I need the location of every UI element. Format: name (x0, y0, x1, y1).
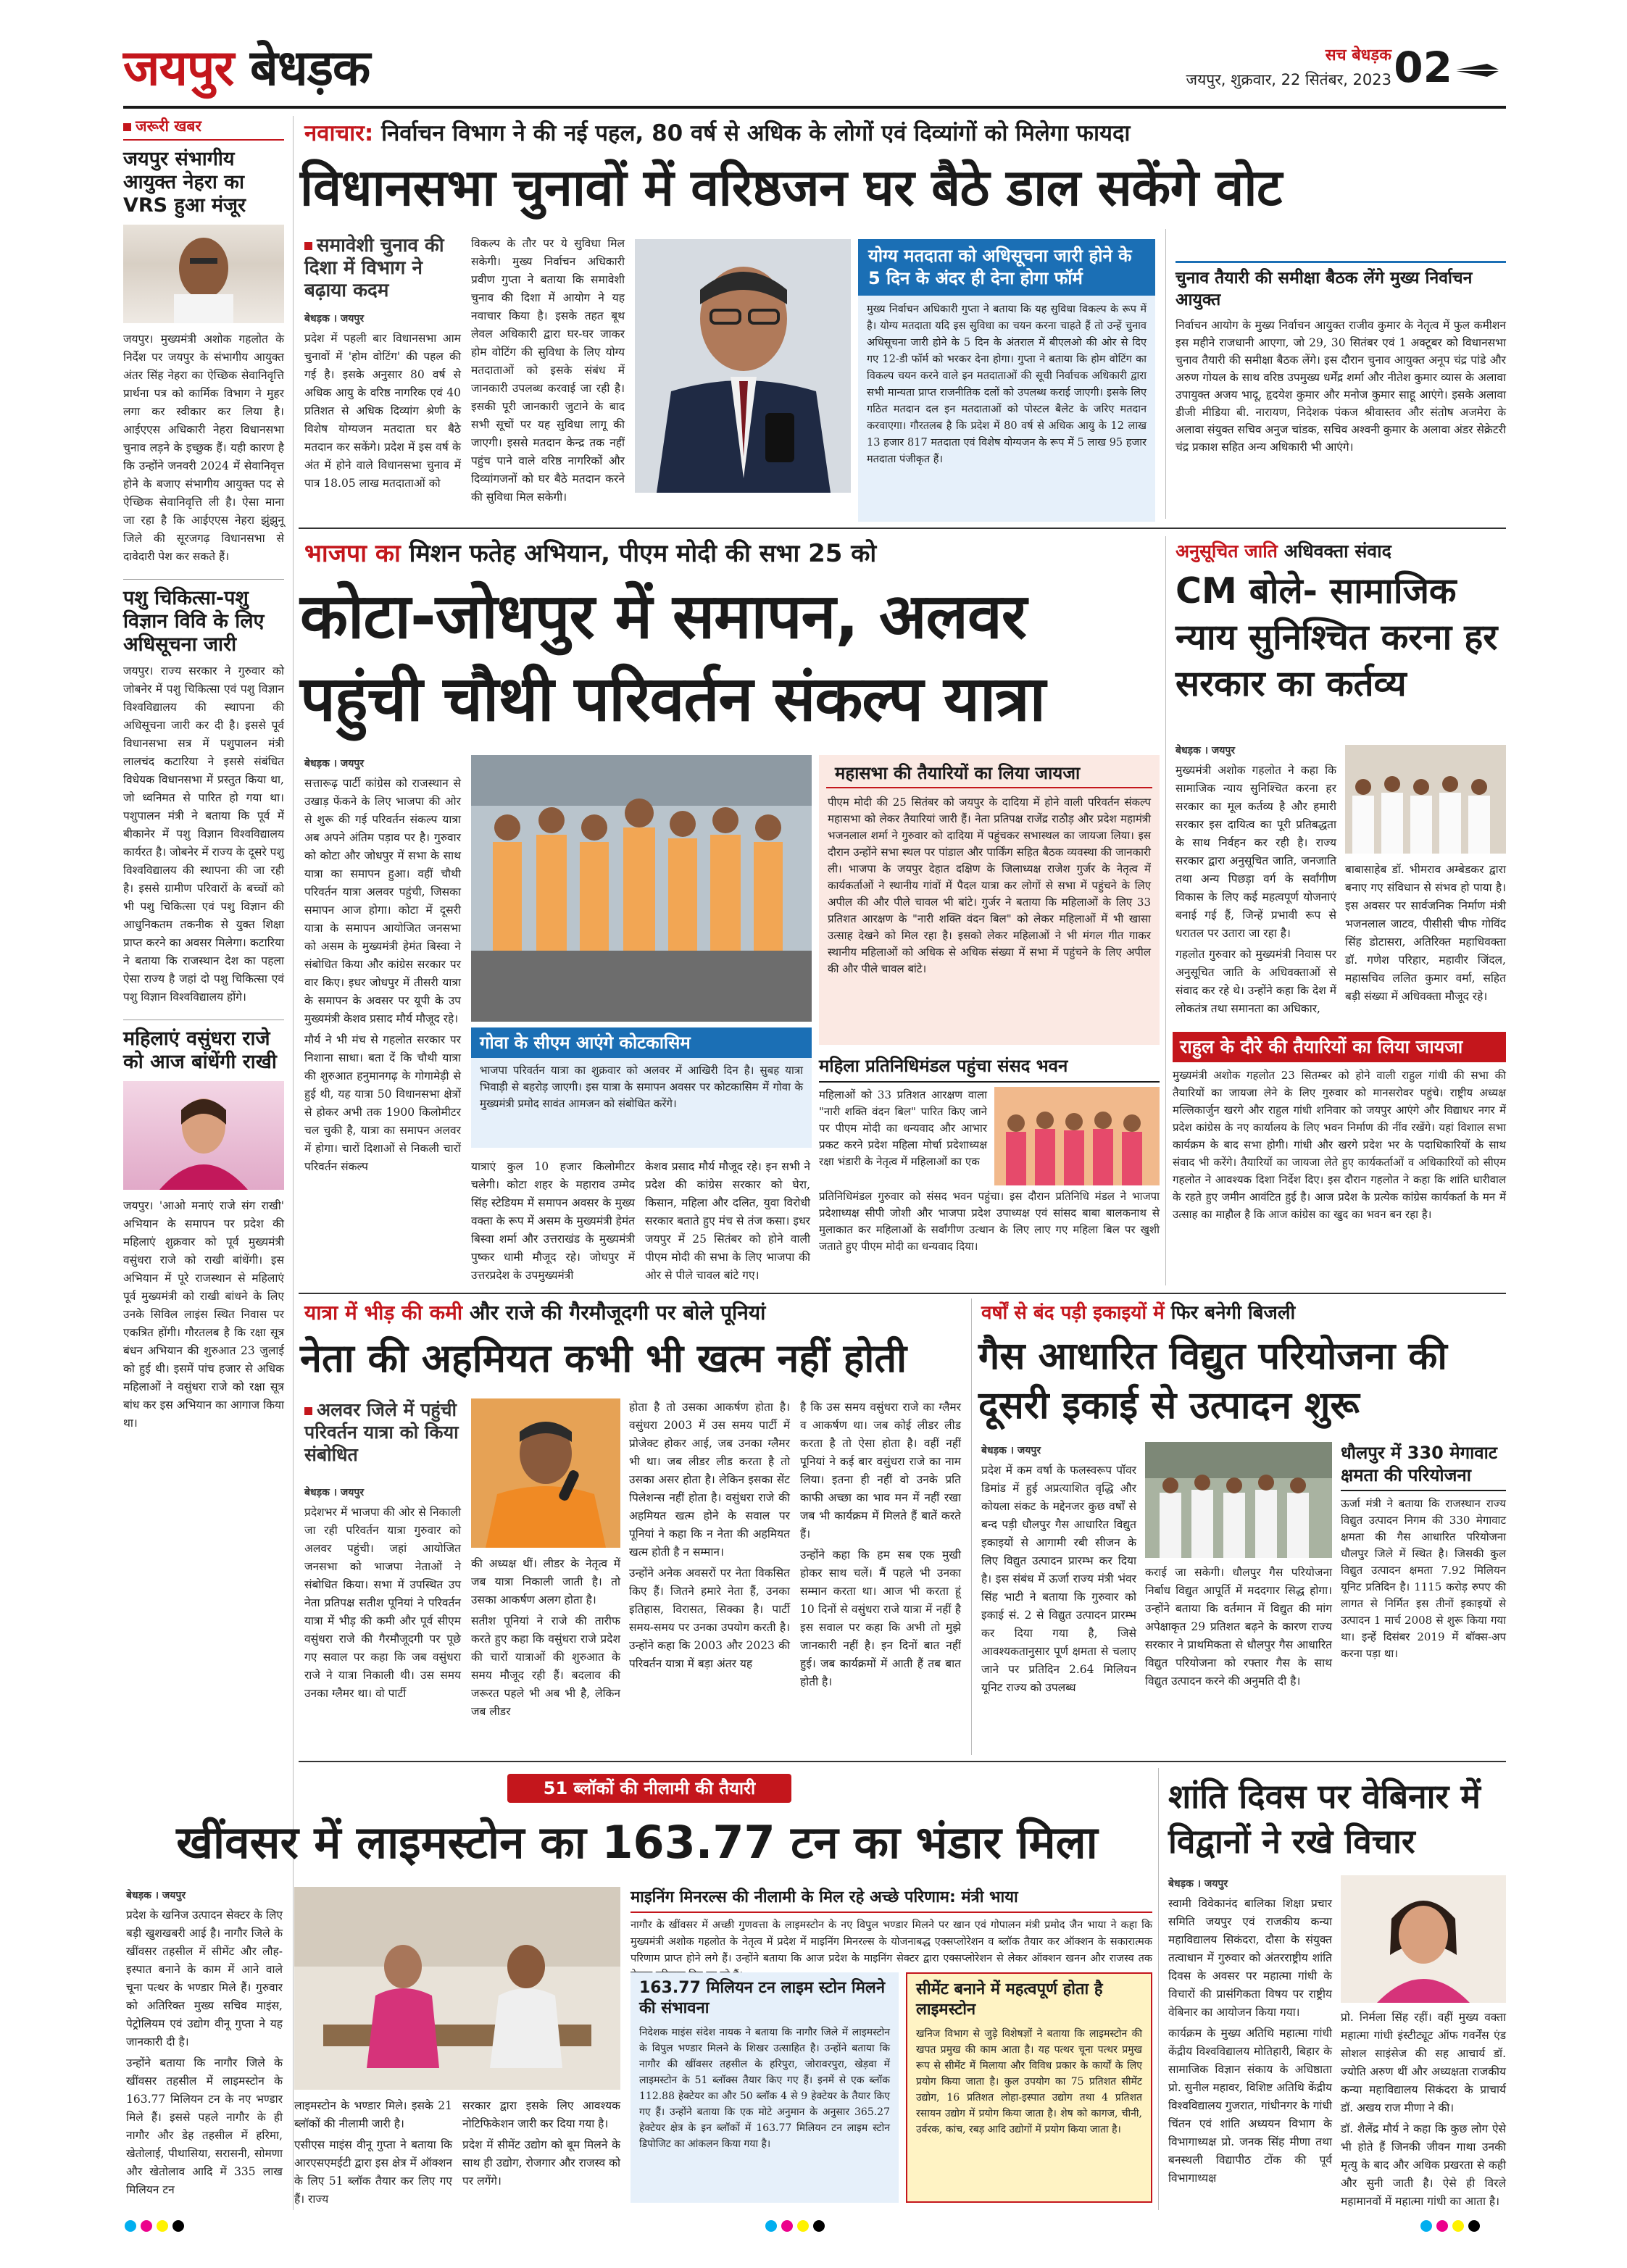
story9-body-top: बेधड़क । जयपुर स्वामी विवेकानंद बालिका शिक्षा प्रचार समिति जयपुर एवं राजकीय कन्या महाविद्यालय सिकंदरा, दौसा के संयुक्त तत्वाधान में गुरुवार को अंतरराष्ट्रीय शांति दिवस के अवसर पर महात्मा गांधी के विचारों की प्रासंगिकता विषय पर राष्ट्रीय वेबिनार का आयोजन किया गया। कार्यक्रम के मुख्य अतिथि महात्मा गांधी केंद्रीय विश्वविद्यालय मोतिहारी, बिहार के सामाजिक विज्ञान संकाय के अधिष्ठाता प्रो. सुनील महावर, विशिष्ट अतिथि केंद्रीय विश्वविद्यालय गुजरात, गांधीनगर के गांधी चिंतन एवं शांति अध्ययन विभाग के विभागाध्यक्ष प्रो. जनक सिंह मीणा तथा बनस्थली विद्यापीठ टोंक की पूर्व विभागाध्यक्ष (1168, 1878, 1332, 2185)
story8-box1-body: नागौर के खींवसर में अच्छी गुणवत्ता के लाइमस्टोन के नए विपुल भण्डार मिलने पर खान एवं गोपालन मंत्री प्रमोद जैन भाया ने कहा कि मुख्यमंत्री अशोक गहलोत के नेतृत्व में प्रदेश में माइनिंग मिनरल्स के योजनाबद्ध एक्सप्लोरेशन व ब्लॉक तैयार कर ऑक्शन के सकारात्मक परिणाम प्राप्त होने लगे हैं। उन्होंने बताया कि आज प्रदेश के माइनिंग सेक्टर द्वारा एक्सप्लोरेशन से लेकर ऑक्शन खनन और राजस्व तक (631, 1919, 1152, 1964)
story3-box3-body-a: महिलाओं को 33 प्रतिशत आरक्षण वाला "नारी शक्ति वंदन बिल" पारित किए जाने पर पीएम मोदी का धन्यवाद और आभार प्रकट करने प्रदेश महिला मोर्चा प्रदेशाध्यक्ष रक्षा भंडारी के नेतृत्व में महिलाओं का एक (819, 1088, 987, 1168)
story3-box2-body: भाजपा परिवर्तन यात्रा का शुक्रवार को अलवर में आखिरी दिन है। सुबह यात्रा भिवाड़ी से बहरोड़ जाएगी। इस यात्रा के समापन अवसर पर कोटकासिम में गोवा के मुख्यमंत्री प्रमोद सावंत आमजन को संबोधित करेंगे। (480, 1064, 803, 1110)
story3-col1: बेधड़क । जयपुर सत्तारूढ़ पार्टी कांग्रेस को राजस्थान से उखाड़ फेंकने के लिए भाजपा की ओर से शुरू की गई परिवर्तन संकल्प यात्रा अब अपने अंतिम पड़ाव पर है। गुरुवार को कोटा और जोधपुर में सभा के साथ यात्रा का समापन हुआ। वहीं चौथी परिवर्तन यात्रा अलवर पहुंची, जिसका समापन आज होगा। कोटा में दूसरी यात्रा के समापन आयोजित जनसभा को असम के मुख्यमंत्री हेमंत बिस्वा ने संबोधित किया और कांग्रेस सरकार पर वार किए। इधर जोधपुर में तीसरी यात्रा के समापन के अवसर पर यूपी के उप मुख्यमंत्री केशव प्रसाद मौर्य मौजूद रहे। मौर्य ने भी मंच से गहलोत सरकार पर निशाना साधा। बता दें कि चौथी यात्रा की शुरुआत हनुमानगढ़ के गोगामेड़ी से हुई थी, यह यात्रा 50 विधानसभा क्षेत्रों से होकर अभी तक 1900 किलोमीटर चल चुकी है, यात्रा का समापन अलवर में होगा। चारों दिशाओं से निकली चारों परिवर्तन संकल्प (304, 755, 461, 1177)
portrait-icon (1341, 1875, 1506, 2003)
story3-kicker-text: मिशन फतेह अभियान, पीएम मोदी की सभा 25 को (409, 539, 877, 568)
story6-col4: है कि उस समय वसुंधरा राजे का ग्लैमर व आकर्षण था। जब कोई लीडर लीड करता है तो ऐसा होता है। वहीं नहीं पूनियां ने कई बार वसुंधरा राजे का नाम लिया। इतना ही नहीं वो उनके प्रति काफी अच्छा का भाव मन में नहीं रखा जब भी कार्यक्रम में मिलते हैं बातें करते हैं। उन्होंने कहा कि हम सब एक मुखी होकर साथ चलें। मैं पहले भी उनका सम्मान करता था। आज भी करता हूं 10 दिनों से वसुंधरा राजे यात्रा में नहीं है इस सवाल पर कहा कि अभी तो मुझे जानकारी नहीं है। इन दिनों बात नहीं हुई। जब कार्यक्रमों में आती हैं तब बात होती है। (800, 1401, 961, 1688)
story8-box2-headline: 163.77 मिलियन टन लाइम स्टोन मिलने की संभावना (639, 1979, 886, 2017)
story1-kicker (304, 119, 1507, 148)
meeting-audience-icon (1345, 745, 1506, 854)
sidebar-story2-headline: पशु चिकित्सा-पशु विज्ञान विवि के लिए अधिसूचना जारी (123, 579, 284, 656)
sidebar-story3-body: जयपुर। 'आओ मनाएं राजे संग राखी' अभियान के समापन पर प्रदेश की महिलाएं शुक्रवार को पूर्व मुख्यमंत्री वसुंधरा राजे को राखी बांधेंगी। इस अभियान में पूरे राजस्थान से महिलाएं पूर्व मुख्यमंत्री को राखी बांधने के लिए उनके सिविल लाइंस स्थित निवास पर एकत्रित होंगी। गौरतलब है कि रक्षा सूत्र बंधन अभियान की शुरुआत 23 जुलाई को हुई थी। इसमें पांच हजार से अधिक महिलाओं ने वसुंधरा राजे को रक्षा सूत्र बांध कर इस अभियान का आगाज किया था। (123, 1199, 284, 1430)
story1-kicker-text: निर्वाचन विभाग ने की नई पहल, 80 वर्ष से अधिक के लोगों एवं दिव्यांगों को मिलेगा फायदा (381, 120, 1131, 146)
story7-sidebox-headline: धौलपुर में 330 मेगावाट क्षमता की परियोजना (1341, 1442, 1506, 1491)
story7-headline: गैस आधारित विद्युत परियोजना की दूसरी इकाई से उत्पादन शुरू (978, 1335, 1447, 1427)
story3-box3 (819, 1052, 1160, 1285)
masthead-title-black: बेधड़क (250, 40, 370, 97)
story3-box2 (471, 1027, 812, 1148)
story1-col1: बेधड़क । जयपुर प्रदेश में पहली बार विधानसभा आम चुनावों में 'होम वोटिंग' की पहल की गई है। इसके अनुसार 80 वर्ष से अधिक आयु के वरिष्ठ नागरिक एवं 40 प्रतिशत से अधिक दिव्यांग श्रेणी के विशेष योग्यजन मतदाता घर बैठे मतदान कर सकेंगे। प्रदेश में इस वर्ष के अंत में होने वाले विधानसभा चुनाव में पात्र 18.05 लाख मतदाताओं को (304, 310, 461, 493)
story8-box3 (906, 1972, 1152, 2203)
subhead-bullet-icon (304, 1407, 312, 1415)
story3-col3: केशव प्रसाद मौर्य मौजूद रहे। इन सभी ने प्रदेश की कांग्रेस सरकार को घेरा, किसान, महिला और दलित, युवा विरोधी सरकार बताते हुए मंच से तंज कसा। इधर जयपुर में 25 सितंबर को होने वाली पीएम मोदी की सभा के लिए भाजपा की ओर से पीले चावल बांटे गए। (645, 1160, 810, 1282)
story9-body-right: प्रो. निर्मला सिंह रहीं। वहीं मुख्य वक्ता महात्मा गांधी इंस्टीट्यूट ऑफ गवर्नेंस एंड सोशल साइंसेज की सह आचार्य डॉ. ज्योति अरुण थीं और अध्यक्षता राजकीय कन्या महाविद्यालय सिकंदरा के प्राचार्य डॉ. अखय राज मीणा ने की। डॉ. शैलेंद्र मौर्य ने कहा कि कुछ लोग ऐसे भी होते हैं जिनकी जीवन गाथा उनकी मृत्यु के बाद और अधिक प्रखरता से कही और सुनी जाती है। ऐसे ही विरले महामानवों में महात्मा गांधी का आता है। (1341, 2011, 1506, 2208)
story4 (1175, 539, 1506, 1015)
story7-sidebox-body: ऊर्जा मंत्री ने बताया कि राजस्थान राज्य विद्युत उत्पादन निगम की 330 मेगावाट क्षमता की गैस आधारित परियोजना धौलपुर जिले में स्थित है। जिसकी कुल विद्युत उत्पादन क्षमता 7.92 मिलियन यूनिट प्रतिदिन है। 1115 करोड़ रुपए की लागत से निर्मित इस तीनों इकाइयों से उत्पादन 1 मार्च 2008 से शुरू किया गया था। इन्हें दिसंबर 2019 में बॉक्स-अप करना पड़ा था। (1341, 1497, 1506, 1660)
story3-box1 (819, 755, 1160, 1045)
masthead-rule (123, 106, 1506, 109)
story7-sidebox (1341, 1442, 1506, 1662)
story4-kicker: अनुसूचित जाति अधिवक्ता संवाद (1175, 541, 1391, 562)
registration-marks-right (1420, 2220, 1484, 2235)
sidebar-story3-photo (123, 1081, 284, 1190)
story7-photo (1145, 1442, 1332, 1558)
story1-kicker-red: नवाचार: (304, 120, 374, 146)
story3-box3-photo (994, 1087, 1160, 1185)
story3-divider (1165, 536, 1166, 1285)
section-rule-2 (299, 1293, 1506, 1294)
sidebar-story1-body: जयपुर। मुख्यमंत्री अशोक गहलोत के निर्देश पर जयपुर के संभागीय आयुक्त अंतर सिंह नेहरा का ऐच्छिक सेवानिवृत्ति प्रार्थना पत्र को कार्मिक विभाग ने मुहर लगा कर स्वीकार कर लिया है। आईएएस अधिकारी नेहरा विधानसभा चुनाव लड़ने के इच्छुक हैं। यही कारण है कि उन्होंने जनवरी 2024 में सेवानिवृत्त होने के बजाए संभागीय आयुक्त पद से ऐच्छिक सेवानिवृत्ति ली है। ऐसा माना जा रहा है कि आईएएस नेहरा झुंझुनू जिले की सूरजगढ़ विधानसभा से दावेदारी पेश कर सकते हैं। (123, 333, 284, 563)
story8-col2: लाइमस्टोन के भण्डार मिले। इसके 21 ब्लॉकों की नीलामी जारी है। एसीएस माइंस वीनू गुप्ता ने बताया कि आरएसएमईटी द्वारा इस क्षेत्र में ऑक्शन के लिए 51 ब्लॉक तैयार कर लिए गए हैं। राज्य (294, 2099, 452, 2206)
story3-kicker-red: भाजपा का (304, 539, 401, 568)
story6-col3: होता है तो उसका आकर्षण होता है। वसुंधरा 2003 में उस समय पार्टी में प्रोजेक्ट होकर आई, जब उनका ग्लैमर भी था। जब लीडर लीड करता है तो उसका असर होता है। लेकिन इसका सेंट पिलेशन्स नहीं होता है। वसुंधरा राजे की अहमियत खत्म होने के सवाल पर पूनियां ने कहा कि न नेता की अहमियत खत्म होती है न सम्मान। उन्होंने अनेक अवसरों पर नेता विकसित किए हैं। जितने हमारे नेता हैं, उनका इतिहास, विरासत, सिक्का है। पार्टी समय-समय पर उनका उपयोग करती है। उन्होंने कहा कि 2003 और 2023 की परिवर्तन यात्रा में बड़ा अंतर यह (629, 1401, 790, 1670)
masthead-dateline: जयपुर, शुक्रवार, 22 सितंबर, 2023 (1186, 71, 1391, 88)
story9-photo (1341, 1875, 1506, 2003)
story5 (1173, 1032, 1506, 1223)
story8-banner: 51 ब्लॉकों की नीलामी की तैयारी (507, 1774, 791, 1803)
story7-kicker: वर्षों से बंद पड़ी इकाइयों में फिर बनेगी बिजली (981, 1302, 1296, 1324)
story8-headline: खींवसर में लाइमस्टोन का 163.77 टन का भंडार मिला (176, 1816, 1098, 1869)
story1-divider (1165, 229, 1166, 519)
registration-magenta-dot (1436, 2220, 1448, 2232)
story8-col1: बेधड़क । जयपुर प्रदेश के खनिज उत्पादन सेक्टर के लिए बड़ी खुशखबरी आई है। नागौर जिले के खींवसर तहसील में सीमेंट और लौह-इस्पात बनाने के काम में आने वाले चूना पत्थर के भण्डार मिले हैं। गुरुवार को अतिरिक्त मुख्य सचिव माइंस, पेट्रोलियम एवं उद्योग वीनू गुप्ता ने यह जानकारी दी है। उन्होंने बताया कि नागौर जिले के खींवसर तहसील में लाइमस्टोन के 163.77 मिलियन टन के नए भण्डार मिले हैं। इससे पहले नागौर के ही नागौर और डेह तहसील में हरिमा, खेतोलाई, पीथासिया, सरासनी, सोमणा और खेतोलाव आदि में 335 लाख मिलियन टन (126, 1890, 283, 2196)
story1-col2: विकल्प के तौर पर ये सुविधा मिल सकेगी। मुख्य निर्वाचन अधिकारी प्रवीण गुप्ता ने बताया कि समावेशी चुनाव की दिशा में आयोग ने यह नवाचार किया है। इसके तहत बूथ लेवल अधिकारी द्वारा घर-घर जाकर होम वोटिंग की सुविधा के लिए योग्य मतदाताओं को इसके संबंध में जानकारी उपलब्ध करवाई जा रही है। इसकी पूरी जानकारी जुटाने के बाद सभी सूचों पर यह सुविधा लागू की जाएगी। इससे मतदान केन्द्र तक नहीं पहुंच पाने वाले वरिष्ठ नागरिकों और दिव्यांगजनों को घर बैठे मतदान करने की सुविधा मिल सकेगी। (471, 237, 625, 504)
story6-headline: नेता की अहमियत कभी भी खत्म नहीं होती (300, 1335, 907, 1381)
subhead-bullet-icon (304, 242, 312, 250)
story7-col1: बेधड़क । जयपुर प्रदेश में कम वर्षा के फलस्वरूप पॉवर डिमांड में हुई अप्रत्याशित वृद्धि और कोयला संकट के मद्देनजर कुछ वर्षों से बन्द पड़ी धौलपुर गैस आधारित विद्युत इकाइयों से आगामी रबी सीजन के लिए विद्युत उत्पादन प्रारम्भ कर दिया है। इस संबंध में ऊर्जा राज्य मंत्री भंवर सिंह भाटी ने बताया कि गुरुवार को इकाई सं. 2 से विद्युत उत्पादन प्रारम्भ कर दिया गया है, जिसे आवश्यकतानुसार पूर्ण क्षमता से चलाए जाने पर प्रतिदिन 2.64 मिलियन यूनिट राज्य को उपलब्ध (981, 1445, 1136, 1694)
sidebar-header: जरूरी खबर (123, 116, 284, 141)
story3-col2: यात्राएं कुल 10 हजार किलोमीटर चलेगी। कोटा शहर के महाराव उम्मेद सिंह स्टेडियम में समापन अवसर के मुख्य वक्ता के रूप में असम के मुख्यमंत्री हेमंत बिस्वा शर्मा और उत्तराखंड के मुख्यमंत्री पुष्कर धामी मौजूद रहे। जोधपुर में उत्तरप्रदेश के उपमुख्यमंत्री (471, 1160, 635, 1282)
story5-body: मुख्यमंत्री अशोक गहलोत 23 सितम्बर को होने वाली राहुल गांधी की सभा की तैयारियों का जायजा लेने के लिए गुरुवार को मानसरोवर पहुंचे। राष्ट्रीय अध्यक्ष मल्लिकार्जुन खरगे और राहुल गांधी शनिवार को जयपुर आएंगे और विद्याधर नगर में प्रदेश कांग्रेस के नए कार्यालय के लिए भवन निर्माण की नींव रखेंगे। यहां विशाल सभा कार्यक्रम के बाद सभा होगी। गांधी और खरगे प्रदेश भर के पदाधिकारियों के साथ संवाद भी करेंगे। तैयारियों का जायजा लेते हुए कार्यकर्ताओं व अधिकारियों को सीएम गहलोत ने आवश्यक दिशा निर्देश दिए। इस दौरान गहलोत ने कहा कि शांति धारीवाल के रहते हुए जमीन आवंटित हुई है। आज प्रदेश के प्रत्येक कांग्रेस कार्यकर्ता के मन में उत्साह का माहौल है कि आज कांग्रेस का खुद का भवन बन रहा है। (1173, 1069, 1506, 1221)
page-number: 02 (1394, 43, 1452, 92)
story1-headline: विधानसभा चुनावों में वरिष्ठजन घर बैठे डाल सकेंगे वोट (300, 158, 1282, 217)
registration-black-dot (172, 2220, 184, 2232)
story4-headline: CM बोले- सामाजिक न्याय सुनिश्चित करना हर सरकार का कर्तव्य (1175, 570, 1498, 704)
story7-col2: कराई जा सकेगी। धौलपुर गैस परियोजना निर्बाध विद्युत आपूर्ति में मददगार सिद्ध होगा। उन्होंने बताया कि वर्तमान में विद्युत की मांग अपेक्षाकृत 29 प्रतिशत बढ़ने के कारण राज्य सरकार ने प्राथमिकता से धौलपुर गैस आधारित विद्युत परियोजना को रफ्तार गैस के साथ विद्युत उत्पादन करने की अनुमति दी है। (1145, 1566, 1332, 1688)
story3-box3-body-b: प्रतिनिधिमंडल गुरुवार को संसद भवन पहुंचा। इस दौरान प्रतिनिधि मंडल ने भाजपा प्रदेशाध्यक्ष सीपी जोशी और भाजपा प्रदेश उपाध्यक्ष एवं सांसद बाबा बालकनाथ से मुलाकात कर महिलाओं के सर्वांगीण उत्थान के लिए लाए गए महिला बिल पर खुशी जताते हुए पीएम मोदी का धन्यवाद दिया। (819, 1190, 1160, 1253)
registration-black-dot (813, 2220, 825, 2232)
sidebar-story1-headline: जयपुर संभागीय आयुक्त नेहरा का VRS हुआ मंजूर (123, 148, 246, 217)
official-with-phone-icon (635, 239, 851, 493)
story2 (1175, 261, 1506, 456)
registration-cyan-dot (125, 2220, 136, 2232)
story9-headline: शांति दिवस पर वेबिनार में विद्वानों ने रखे विचार (1168, 1777, 1481, 1861)
registration-magenta-dot (141, 2220, 152, 2232)
story1-box (858, 239, 1155, 522)
registration-yellow-dot (1452, 2220, 1464, 2232)
sidebar-bullet-icon (123, 123, 131, 131)
portrait-icon (123, 1081, 284, 1190)
delegation-group-icon (994, 1087, 1160, 1185)
story1-byline: बेधड़क । जयपुर (304, 313, 365, 325)
story1-photo (635, 239, 851, 493)
power-plant-visit-icon (1145, 1442, 1332, 1558)
sidebar-story1-photo (123, 225, 284, 323)
story1-box-body: मुख्य निर्वाचन अधिकारी गुप्ता ने बताया कि यह सुविधा विकल्प के रूप में है। योग्य मतदाता यदि इस सुविधा का चयन करना चाहते हैं तो उन्हें चुनाव अधिसूचना जारी होने के 5 दिन के अंतराल में बीएलओ की ओर से दिए गए 12-डी फॉर्म को भरकर देना होगा। गुप्ता ने बताया कि होम वोटिंग का विकल्प चयन करने वाले इन मतदाताओं की सूची निर्वाचक अधिकारी द्वारा सभी मान्यता प्राप्त राजनीतिक दलों को उपलब्ध कराई जाएगी। इसके लिए गठित मतदान दल इन मतदाताओं को पोस्टल बैलेट के जरिए मतदान करवाएगा। गौरतलब है कि प्रदेश में 80 वर्ष से अधिक आयु के 12 लाख 13 हजार 817 मतदाता एवं विशेष योग्यजन के रूप में 5 लाख 95 हजार मतदाता पंजीकृत हैं। (867, 304, 1147, 465)
sidebar-story3-headline: महिलाएं वसुंधरा राजे को आज बांधेंगी राखी (123, 1020, 284, 1074)
story8-col3: सरकार द्वारा इसके लिए आवश्यक नोटिफिकेशन जारी कर दिया गया है। प्रदेश में सीमेंट उद्योग को बूम मिलने के साथ ही उद्योग, रोजगार और राजस्व को पर लगेंगे। (462, 2099, 620, 2188)
speaker-with-mic-icon (471, 1398, 620, 1548)
registration-yellow-dot (157, 2220, 168, 2232)
yatra-crowd-icon (471, 755, 812, 1022)
story3-headline-line2: पहुंची चौथी परिवर्तन संकल्प यात्रा (300, 663, 1045, 735)
portrait-icon (123, 225, 284, 323)
story3-byline: बेधड़क । जयपुर (304, 758, 365, 770)
story6-subhead: अलवर जिले में पहुंची परिवर्तन यात्रा को किया संबोधित (304, 1399, 459, 1465)
meeting-room-icon (294, 1887, 620, 2090)
story8-box2-body: निदेशक माइंस संदेश नायक ने बताया कि नागौर जिले में लाइमस्टोन के विपुल भण्डार मिलने के शिखर उत्साहित है। उन्होंने बताया कि नागौर की खींवसर तहसील के हरिपुरा, जोरावरपुरा, खेड़वा में लाइमस्टोन के 51 ब्लॉक्स तैयार किए गए हैं। इनमें से एक ब्लॉक 112.88 हेक्टेयर का और 50 ब्लॉक 4 से 9 हेक्टेयर के तैयार किए गए हैं। उन्होंने बताया कि एक मोटे अनुमान के अनुसार 365.27 हेक्टेयर क्षेत्र के इन ब्लॉकों में 163.77 मिलियन टन लाइम स्टोन डिपोजिट का आंकलन किया गया है। (639, 2027, 890, 2150)
registration-yellow-dot (797, 2220, 809, 2232)
masthead-title-red: जयपुर (123, 40, 234, 97)
story6-divider (971, 1298, 972, 1755)
registration-black-dot (1468, 2220, 1480, 2232)
story3-box2-headline: गोवा के सीएम आएंगे कोटकासिम (471, 1027, 812, 1058)
story8-divider (1158, 1768, 1159, 2210)
story8-box2 (631, 1972, 899, 2203)
story3-headline-line1: कोटा-जोधपुर में समापन, अलवर (300, 580, 1026, 653)
story4-body-right: बाबासाहेब डॉ. भीमराव अम्बेडकर द्वारा बनाए गए संविधान से संभव हो पाया है। इस अवसर पर सार्वजनिक निर्माण मंत्री भजनलाल जाटव, पीसीसी चीफ गोविंद सिंह डोटासरा, अतिरिक्त महाधिवक्ता डॉ. गणेश परिहार, महावीर जिंदल, महासचिव ललित कुमार वर्मा, सहित बड़ी संख्या में अधिवक्ता मौजूद रहे। (1345, 863, 1506, 1003)
story3-box3-headline: महिला प्रतिनिधिमंडल पहुंचा संसद भवन (819, 1052, 1160, 1083)
masthead-brand: सच बेधड़क (1325, 46, 1391, 64)
story2-headline: चुनाव तैयारी की समीक्षा बैठक लेंगे मुख्य निर्वाचन आयुक्त (1175, 261, 1506, 311)
story8-box3-body: खनिज विभाग से जुड़े विशेषज्ञों ने बताया कि लाइमस्टोन की खपत प्रमुख की काम आता है। यह पत्थर चूना पत्थर प्रमुख रूप से सीमेंट में मिलाया और विविध प्रकार के कार्यों के लिए प्रयोग किया जाता है। कुल उपयोग का 75 प्रतिशत सीमेंट उद्योग, 16 प्रतिशत लोहा-इस्पात उद्योग तथा 4 प्रतिशत रसायन उद्योग में प्रयोग किया जाता है। शेष को कागज, चीनी, उर्वरक, कांच, रबड़ आदि उद्योगों में प्रयोग किया जाता है। (916, 2028, 1142, 2135)
story3-photo (471, 755, 812, 1022)
registration-cyan-dot (1420, 2220, 1432, 2232)
masthead-title (123, 41, 370, 97)
registration-marks-center (765, 2220, 829, 2235)
story3-kicker (304, 536, 1138, 571)
story3-box1-body: पीएम मोदी की 25 सितंबर को जयपुर के दादिया में होने वाली परिवर्तन संकल्प महासभा को लेकर तैयारियां जारी हैं। नेता प्रतिपक्ष राजेंद्र राठौड़ और प्रदेश महामंत्री भजनलाल शर्मा ने गुरुवार को दादिया में पहुंचकर सभास्थल का जायजा लिया। इस दौरान उन्होंने सभा स्थल पर पांडाल और पार्किंग सहित बैठक व्यवस्था की जानकारी ली। भाजपा के जयपुर देहात दक्षिण के जिलाध्यक्ष राजेश गुर्जर के नेतृत्व में कार्यकर्ताओं ने स्थानीय गांवों में पैदल यात्रा कर लोगों से सभा में पहुंचने के लिए अपील की और पीले चावल भी बांटे। गुर्जर ने बताया कि महिलाओं के लिए 33 प्रतिशत आरक्षण के "नारी शक्ति वंदन बिल" को लेकर महिलाओं में भी खासा उत्साह देखने को मिल रहा है। इसको लेकर महिलाओं ने भी मंगल गीत गाकर स्थानीय महिलाओं को अधिक से अधिक संख्या में सभा में पहुंचने के लिए अपील की और पीले चावल बांटे। (828, 796, 1151, 975)
story6-col1: बेधड़क । जयपुर प्रदेशभर में भाजपा की ओर से निकाली जा रही परिवर्तन यात्रा गुरुवार को अलवर पहुंची। जहां आयोजित जनसभा को भाजपा नेताओं ने संबोधित किया। सभा में उपस्थित उप नेता प्रतिपक्ष सतीश पूनियां ने परिवर्तन यात्रा में भीड़ की कमी और पूर्व सीएम वसुंधरा राजे की गैरमौजूदगी पर पूछे गए सवाल पर कहा कि जब वसुंधरा राजे ने यात्रा निकाली थी। उस समय उनका ग्लैमर था। वो पार्टी (304, 1487, 461, 1700)
story4-body: बेधड़क । जयपुर मुख्यमंत्री अशोक गहलोत ने कहा कि सामाजिक न्याय सुनिश्चित करना हर सरकार का मूल कर्तव्य है और हमारी सरकार इस दायित्व का पूरी प्रतिबद्धता के साथ निर्वहन कर रही है। राज्य सरकार द्वारा अनुसूचित जाति, जनजाति तथा अन्य पिछड़ा वर्ग के सर्वांगीण विकास के लिए कई महत्वपूर्ण योजनाएं बनाई गई हैं, जिन्हें प्रभावी रूप से धरातल पर उतारा जा रहा है। गहलोत गुरुवार को मुख्यमंत्री निवास पर अनुसूचित जाति के अधिवक्ताओं से संवाद कर रहे थे। उन्होंने कहा कि देश में लोकतंत्र तथा समानता का अधिकार, (1175, 745, 1336, 1015)
story6-photo (471, 1398, 620, 1548)
story8-box1 (631, 1887, 1152, 1984)
pen-nib-icon (1452, 59, 1500, 81)
story3-box1-headline: महासभा की तैयारियों का लिया जायजा (826, 755, 1152, 788)
story8-photo (294, 1887, 620, 2090)
story8-box1-headline: माइनिंग मिनरल्स की नीलामी के मिल रहे अच्छे परिणाम: मंत्री भाया (631, 1887, 1152, 1913)
section-rule-3 (299, 1761, 1506, 1762)
sidebar-divider (293, 116, 294, 2210)
section-rule-1 (299, 528, 1506, 529)
story8-box3-headline: सीमेंट बनाने में महत्वपूर्ण होता है लाइमस्टोन (916, 1980, 1103, 2019)
story1-subhead: समावेशी चुनाव की दिशा में विभाग ने बढ़ाया कदम (304, 235, 444, 301)
registration-marks-left (125, 2220, 188, 2235)
registration-cyan-dot (765, 2220, 777, 2232)
story1-box-headline: योग्य मतदाता को अधिसूचना जारी होने के 5 दिन के अंदर ही देना होगा फॉर्म (858, 239, 1155, 296)
story5-headline: राहुल के दौरे की तैयारियों का लिया जायजा (1173, 1032, 1506, 1062)
sidebar-story2-body: जयपुर। राज्य सरकार ने गुरुवार को जोबनेर में पशु चिकित्सा एवं पशु विज्ञान विश्वविद्यालय की स्थापना की अधिसूचना जारी कर दी है। इससे पूर्व विधानसभा सत्र में पशुपालन मंत्री लालचंद कटारिया ने इससे संबंधित विधेयक विधानसभा में प्रस्तुत किया था, जो ध्वनिमत से पारित हो गया था। पशुपालन मंत्री ने बताया कि पूर्व में बीकानेर में पशु विज्ञान विश्वविद्यालय कार्यरत है। जोबनेर में राज्य के दूसरे पशु विश्वविद्यालय की स्थापना की जा रही है। इससे ग्रामीण परिवारों के बच्चों को भी पशु चिकित्सा एवं पशु विज्ञान की आधुनिकतम तकनीक से युक्त शिक्षा प्राप्त करने का अवसर मिलेगा। कटारिया ने बताया कि राजस्थान देश का पहला ऐसा राज्य है जहां दो पशु चिकित्सा एवं पशु विज्ञान विश्वविद्यालय होंगे। (123, 664, 284, 1004)
masthead (123, 38, 1500, 101)
story2-body: निर्वाचन आयोग के मुख्य निर्वाचन आयुक्त राजीव कुमार के नेतृत्व में फुल कमीशन इस महीने राजधानी आएगा, जो 29, 30 सितंबर एवं 1 अक्टूबर को विधानसभा चुनाव तैयारी की समीक्षा बैठक लेंगे। इस दौरान चुनाव आयुक्त अनूप चंद्र पांडे और अरुण गोयल के साथ वरिष्ठ उपमुख्य धर्मेंद्र शर्मा और नीतेश कुमार व्यास के अलावा उपायुक्त अजय भादू, हृदयेश कुमार और मनोज कुमार साहू आएंगे। इसके अलावा डीजी मीडिया बी. नारायण, निदेशक पंकज श्रीवास्तव और संतोष अजमेरा के अलावा संयुक्त सचिव अनुज चांडक, सचिव अश्वनी कुमार के अलावा अंडर सेक्रेटरी चंद्र प्रकाश सहित अन्य अधिकारी भी आएंगे। (1175, 319, 1506, 454)
story6-kicker: यात्रा में भीड़ की कमी और राजे की गैरमौजूदगी पर बोले पूनियां (304, 1301, 766, 1325)
registration-magenta-dot (781, 2220, 793, 2232)
story6-col2: की अध्यक्ष थीं। लीडर के नेतृत्व में जब यात्रा निकाली जाती है। तो उसका आकर्षण अलग होता है। सतीश पूनियां ने राजे की तारीफ करते हुए कहा कि वसुंधरा राजे प्रदेश की चारों यात्राओं की शुरुआत के समय मौजूद रही हैं। बदलाव की जरूरत पहले भी अब भी है, लेकिन जब लीडर (471, 1557, 620, 1718)
story4-photo (1345, 745, 1506, 854)
